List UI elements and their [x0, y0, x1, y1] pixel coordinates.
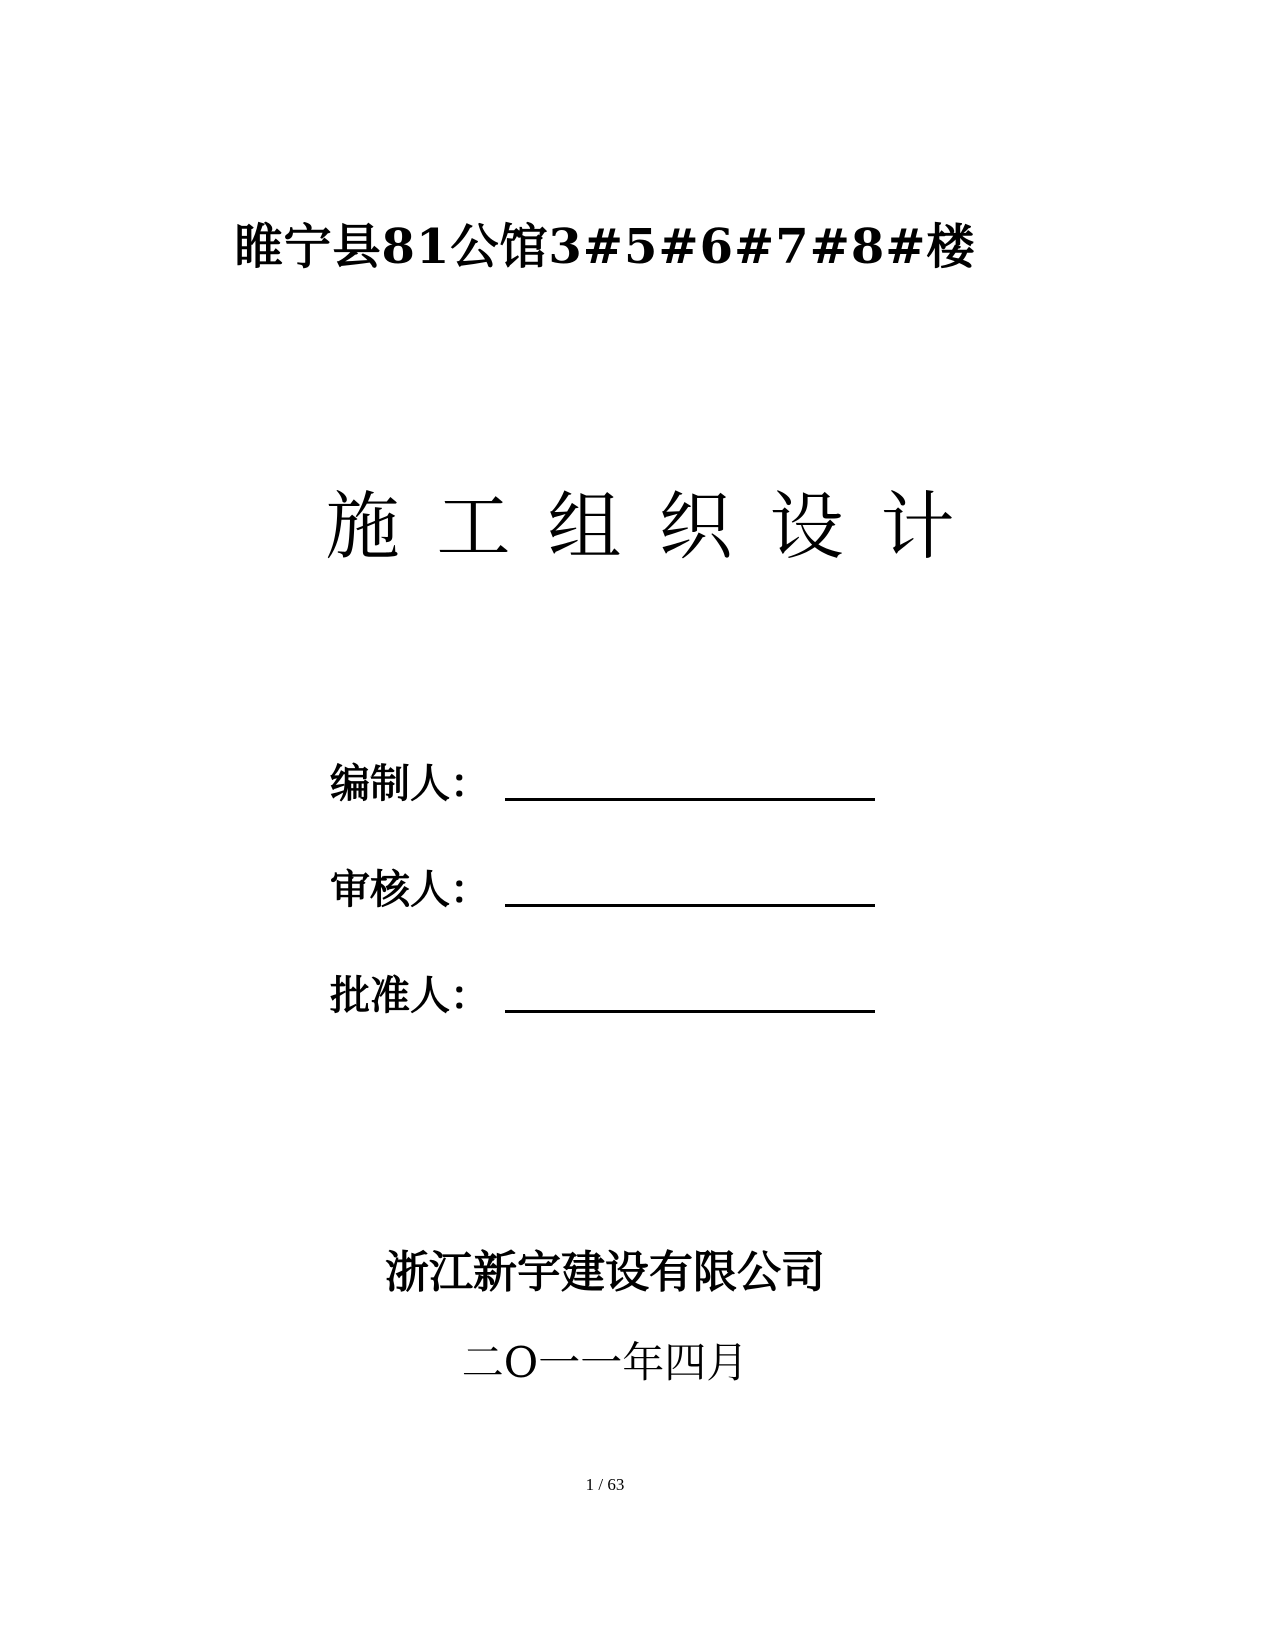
signature-line-compiler — [505, 798, 875, 801]
sign-label-reviewer: 审核人： — [330, 866, 490, 913]
sign-field-reviewer — [330, 858, 890, 918]
page-number: 1 / 63 — [585, 1475, 625, 1494]
sign-label-compiler: 编制人： — [330, 760, 490, 807]
document-title: 施 工 组 织 设 计 — [325, 484, 955, 570]
project-title: 睢宁县81公馆3#5#6#7#8#楼 — [234, 219, 976, 275]
signature-line-approver — [505, 1010, 875, 1013]
signature-line-reviewer — [505, 904, 875, 907]
document-date: 二O一一年四月 — [461, 1338, 749, 1387]
sign-label-approver: 批准人： — [330, 972, 490, 1019]
company-name: 浙江新宇建设有限公司 — [385, 1247, 825, 1298]
sign-field-approver — [330, 964, 890, 1024]
sign-field-compiler — [330, 752, 890, 812]
